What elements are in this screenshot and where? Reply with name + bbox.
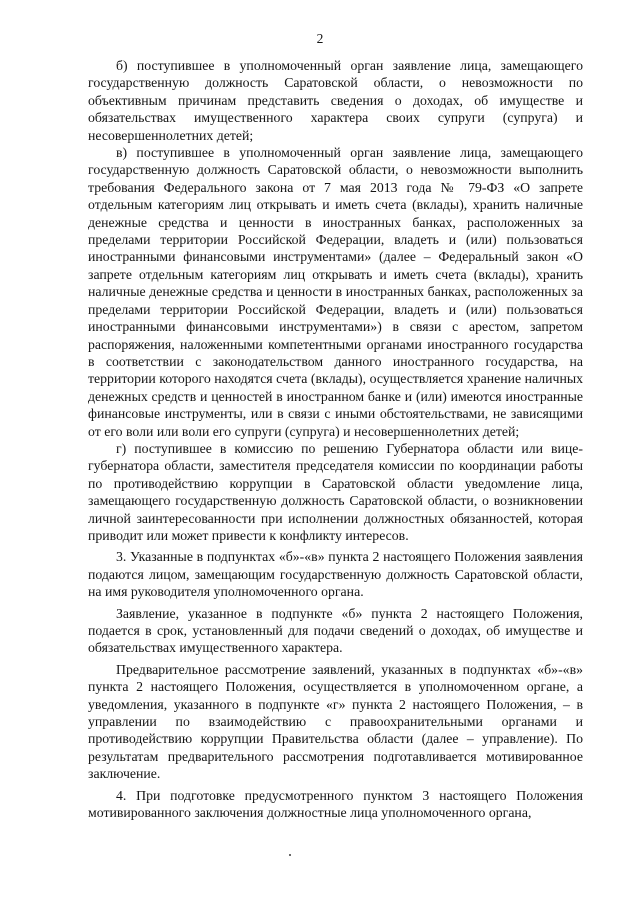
- paragraph-application-deadline: Заявление, указанное в подпункте «б» пункта 2 настоящего Положения, подается в срок, установленный для подачи сведений о доходах, об имуществе и обязательствах имущественного характера.: [88, 605, 583, 656]
- paragraph-item-3: 3. Указанные в подпунктах «б»-«в» пункта 2 настоящего Положения заявления подаются лицом, замещающим государственную должность Саратовской области, на имя руководителя уполномоченного органа.: [88, 549, 583, 600]
- paragraph-subitem-v: в) поступившее в уполномоченный орган заявление лица, замещающего государственную должность Саратовской области, о невозможности выполнить требования Федерального закона от 7 мая 2013 года № 79-ФЗ «О запрете отдельным категориям лиц открывать и иметь счета (вклады), хранить наличные денежные средства и ценности в иностранных банках, расположенных за пределами территории Российской Федерации, владеть и (или) пользоваться иностранными финансовыми инструментами» (далее – Федеральный закон «О запрете отдельным категориям лиц открывать и иметь счета (вклады), хранить наличные денежные средства и ценности в иностранных банках, расположенных за пределами территории Российской Федерации, владеть и (или) пользоваться иностранными финансовыми инструментами») в связи с арестом, запретом распоряжения, наложенными компетентными органами иностранного государства в соответствии с законодательством данного иностранного государства, на территории которого находятся счета (вклады), осуществляется хранение наличных денежных средств и ценностей в иностранном банке и (или) имеются иностранные финансовые инструменты, или в связи с иными обстоятельствами, не зависящими от его воли или воли его супруги (супруга) и несовершеннолетних детей;: [88, 145, 583, 439]
- paragraph-item-4: 4. При подготовке предусмотренного пунктом 3 настоящего Положения мотивированного заключения должностные лица уполномоченного органа,: [88, 787, 583, 821]
- page-number: 2: [316, 31, 324, 46]
- document-body: [88, 57, 583, 821]
- paragraph-subitem-b: б) поступившее в уполномоченный орган заявление лица, замещающего государственную должность Саратовской области, о невозможности по объективным причинам представить сведения о доходах, об имуществе и обязательствах имущественного характера своих супруги (супруга) и несовершеннолетних детей;: [88, 58, 583, 143]
- paragraph-subitem-g: г) поступившее в комиссию по решению Губернатора области или вице-губернатора области, заместителя председателя комиссии по координации работы по противодействию коррупции в Саратовской области уведомление лица, замещающего государственную должность Саратовской области, о возникновении личной заинтересованности при исполнении должностных обязанностей, которая приводит или может привести к конфликту интересов.: [88, 440, 583, 543]
- paragraph-preliminary-review: Предварительное рассмотрение заявлений, указанных в подпунктах «б»-«в» пункта 2 настоящего Положения, осуществляется в уполномоченном органе, а уведомления, указанного в подпункте «г» пункта 2 настоящего Положения, – в управлении по взаимодействию с правоохранительными органами и противодействию коррупции Правительства области (далее – управление). По результатам предварительного рассмотрения подготавливается мотивированное заключение.: [88, 661, 583, 782]
- scan-speck: [289, 854, 291, 856]
